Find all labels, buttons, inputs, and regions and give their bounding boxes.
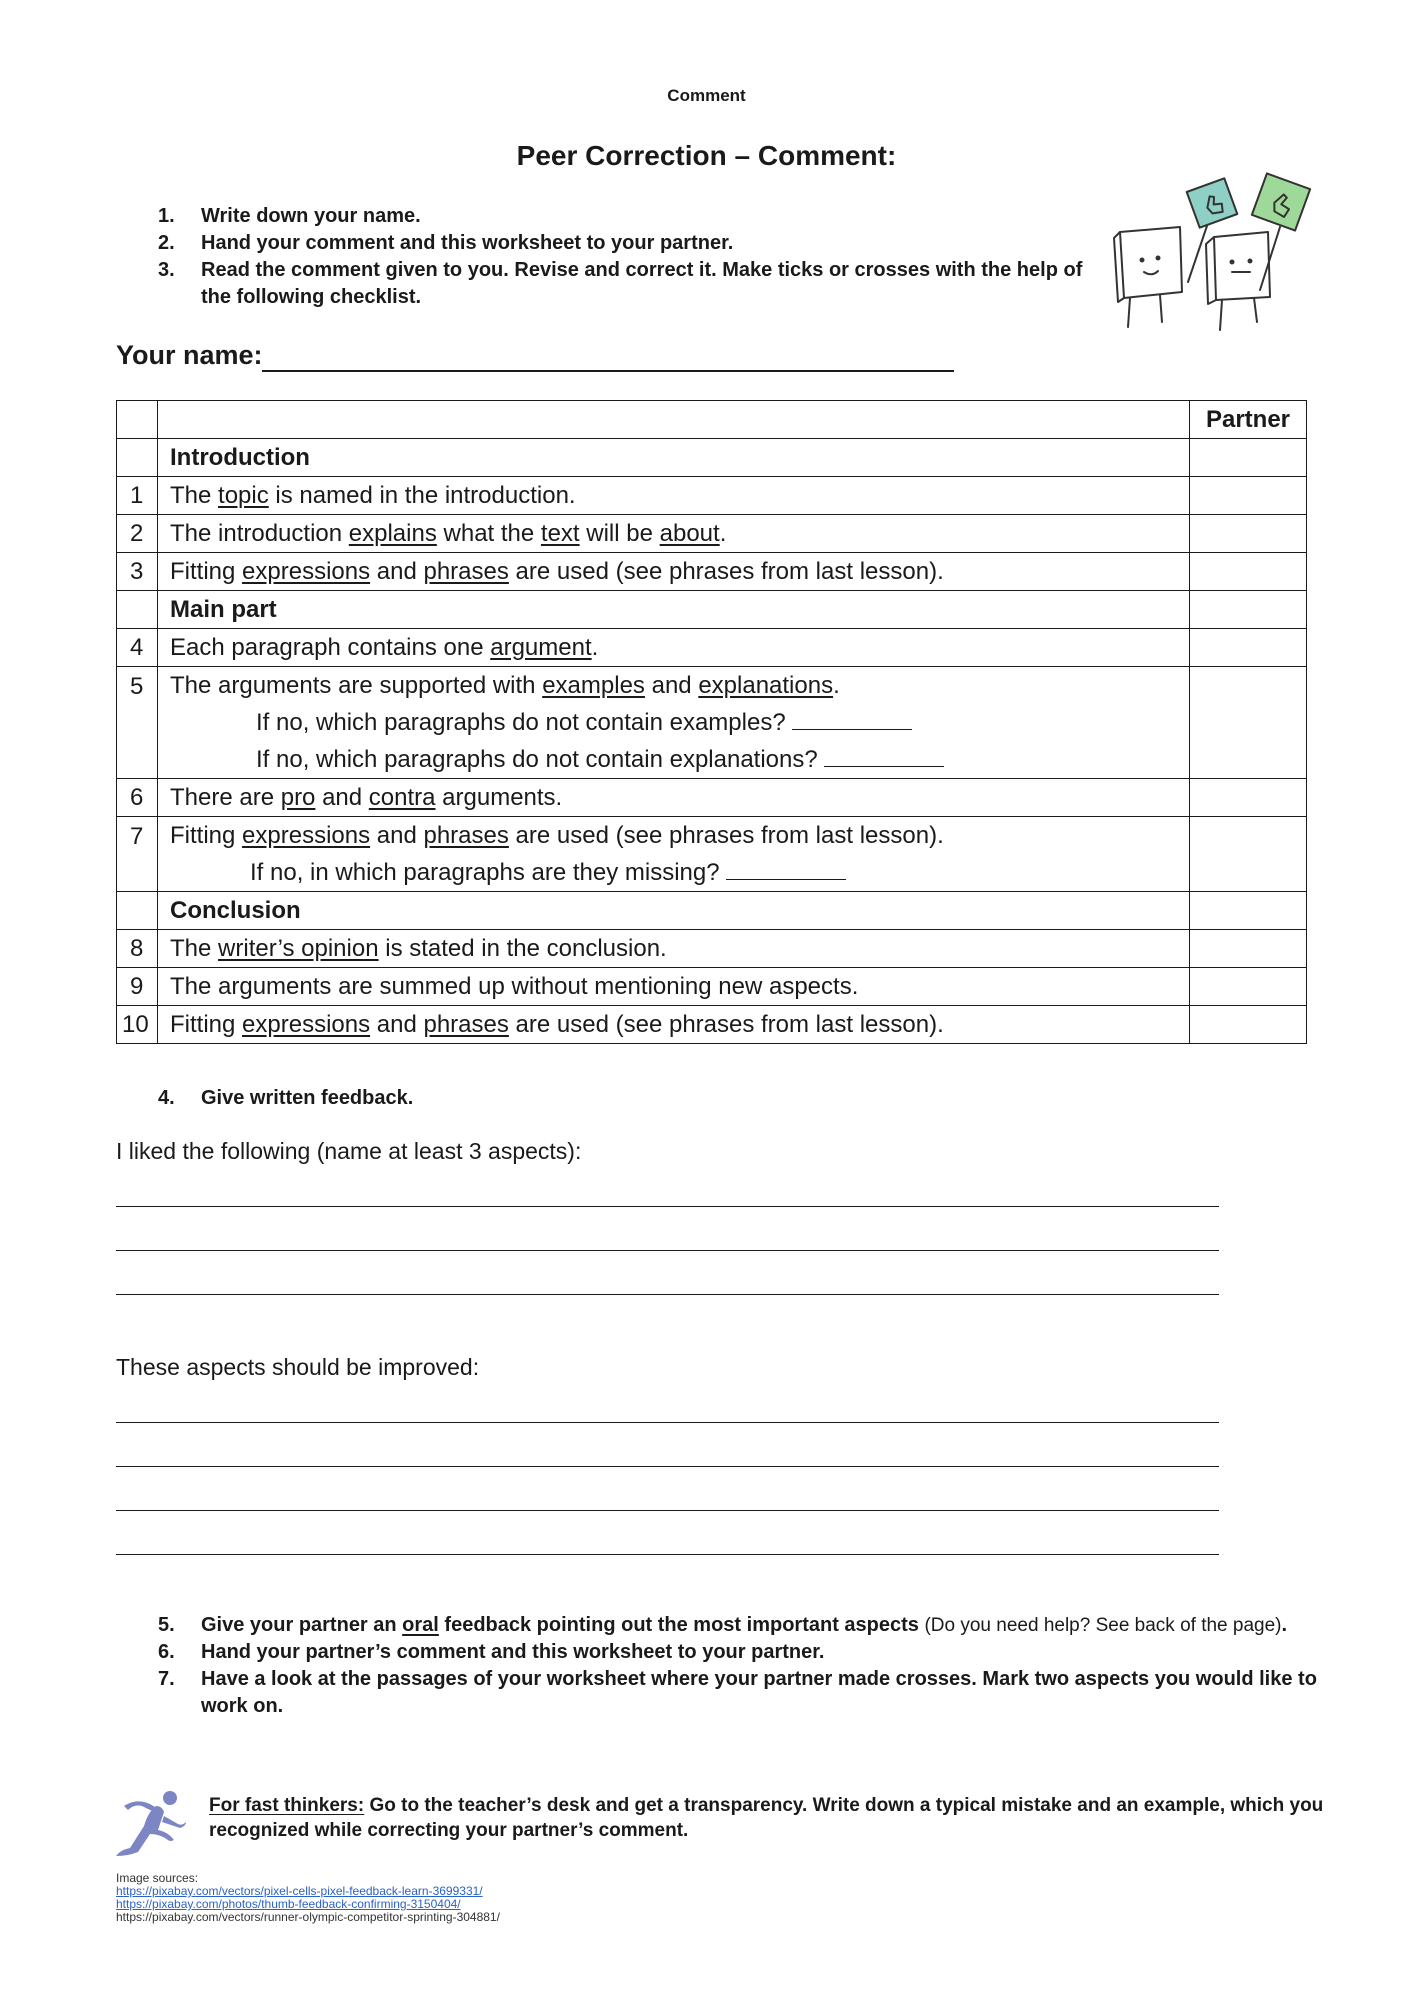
instruction-step: 5. Give your partner an oral feedback pointing out the most important aspects (Do you need help? See back of the page). — [158, 1614, 1288, 1636]
source-link[interactable]: https://pixabay.com/vectors/pixel-cells-pixel-feedback-learn-3699331/ — [116, 1884, 483, 1898]
partner-check-cell[interactable] — [1190, 779, 1307, 817]
criterion-text: There are pro and contra arguments. — [158, 779, 1190, 817]
feedback-writing-line[interactable] — [116, 1510, 1219, 1511]
liked-label: I liked the following (name at least 3 aspects): — [116, 1138, 582, 1164]
partner-check-cell[interactable] — [1190, 553, 1307, 591]
table-row: 6 There are pro and contra arguments. — [117, 779, 1307, 817]
instruction-step: 4. Give written feedback. — [158, 1087, 414, 1109]
section-main-part: Main part — [158, 591, 1190, 629]
runner-icon — [112, 1788, 194, 1860]
partner-check-cell[interactable] — [1190, 930, 1307, 968]
feedback-writing-line[interactable] — [116, 1250, 1219, 1251]
instruction-step: 1. Write down your name. — [158, 205, 421, 227]
criterion-text: Fitting expressions and phrases are used (see phrases from last lesson). — [158, 553, 1190, 591]
criterion-text: The introduction explains what the text will be about. — [158, 515, 1190, 553]
table-row: 8 The writer’s opinion is stated in the conclusion. — [117, 930, 1307, 968]
table-row: 2 The introduction explains what the text will be about. — [117, 515, 1307, 553]
criterion-text: The arguments are summed up without mentioning new aspects. — [158, 968, 1190, 1006]
criterion-text: Fitting expressions and phrases are used (see phrases from last lesson). If no, in which paragraphs are they missing? — [158, 817, 1190, 892]
table-row: 7 Fitting expressions and phrases are used (see phrases from last lesson). If no, in which paragraphs are they missing? — [117, 817, 1307, 892]
name-input-line[interactable] — [262, 370, 954, 372]
feedback-writing-line[interactable] — [116, 1466, 1219, 1467]
partner-check-cell[interactable] — [1190, 817, 1307, 892]
partner-check-cell[interactable] — [1190, 515, 1307, 553]
partner-column-header: Partner — [1190, 401, 1307, 439]
section-conclusion: Conclusion — [158, 892, 1190, 930]
feedback-writing-line[interactable] — [116, 1294, 1219, 1295]
criterion-text: The arguments are supported with examples and explanations. If no, which paragraphs do not contain examples? If no, which paragraphs do not contain explanations? — [158, 667, 1190, 779]
table-row: 3 Fitting expressions and phrases are used (see phrases from last lesson). — [117, 553, 1307, 591]
instruction-list-bottom — [158, 1612, 1358, 1720]
page-header: Comment — [667, 86, 746, 105]
feedback-cells-icon — [1110, 172, 1340, 342]
section-introduction: Introduction — [158, 439, 1190, 477]
instruction-step: 2. Hand your comment and this worksheet to your partner. — [158, 232, 734, 254]
partner-check-cell[interactable] — [1190, 591, 1307, 629]
table-row: 5 The arguments are supported with examples and explanations. If no, which paragraphs do not contain examples? If no, which paragraphs do not contain explanations? — [117, 667, 1307, 779]
instruction-list-top — [158, 203, 1098, 311]
criterion-text: The writer’s opinion is stated in the conclusion. — [158, 930, 1190, 968]
criterion-text: The topic is named in the introduction. — [158, 477, 1190, 515]
table-row: 4 Each paragraph contains one argument. — [117, 629, 1307, 667]
feedback-writing-line[interactable] — [116, 1554, 1219, 1555]
table-section-row — [117, 439, 1307, 477]
page-title: Peer Correction – Comment: — [516, 140, 897, 171]
table-row: 10 Fitting expressions and phrases are used (see phrases from last lesson). — [117, 1006, 1307, 1044]
instruction-step: 6. Hand your partner’s comment and this worksheet to your partner. — [158, 1641, 825, 1663]
feedback-writing-line[interactable] — [116, 1422, 1219, 1423]
table-section-row — [117, 591, 1307, 629]
image-sources: Image sources: https://pixabay.com/vectors/pixel-cells-pixel-feedback-learn-3699331/ https://pixabay.com/photos/thumb-feedback-confirming-3150404/ https://pixabay.com/vectors/runner-olympic-competitor-sprinting-304881/ — [116, 1871, 500, 1924]
checklist-table — [116, 400, 1307, 1044]
criterion-text: Each paragraph contains one argument. — [158, 629, 1190, 667]
partner-check-cell[interactable] — [1190, 629, 1307, 667]
instruction-list-step4 — [158, 1085, 1058, 1112]
table-section-row — [117, 892, 1307, 930]
instruction-step: 3. Read the comment given to you. Revise and correct it. Make ticks or crosses with the help of the following checklist. — [158, 259, 1083, 308]
partner-check-cell[interactable] — [1190, 1006, 1307, 1044]
instruction-step: 7. Have a look at the passages of your worksheet where your partner made crosses. Mark two aspects you would like to work on. — [158, 1668, 1317, 1717]
criterion-text: Fitting expressions and phrases are used (see phrases from last lesson). — [158, 1006, 1190, 1044]
table-header-row — [117, 401, 1307, 439]
feedback-writing-line[interactable] — [116, 1206, 1219, 1207]
improve-label: These aspects should be improved: — [116, 1354, 480, 1380]
partner-check-cell[interactable] — [1190, 439, 1307, 477]
source-text: https://pixabay.com/vectors/runner-olympic-competitor-sprinting-304881/ — [116, 1910, 500, 1924]
answer-blank[interactable] — [792, 709, 912, 730]
table-row: 1 The topic is named in the introduction. — [117, 477, 1307, 515]
source-link[interactable]: https://pixabay.com/photos/thumb-feedback-confirming-3150404/ — [116, 1897, 461, 1911]
partner-check-cell[interactable] — [1190, 477, 1307, 515]
table-row: 9 The arguments are summed up without mentioning new aspects. — [117, 968, 1307, 1006]
answer-blank[interactable] — [824, 746, 944, 767]
partner-check-cell[interactable] — [1190, 892, 1307, 930]
fast-thinkers-task: For fast thinkers: Go to the teacher’s desk and get a transparency. Write down a typical mistake and an example, which you recognized while correcting your partner’s comment. — [209, 1795, 1324, 1841]
name-label: Your name: — [116, 340, 263, 370]
partner-check-cell[interactable] — [1190, 667, 1307, 779]
partner-check-cell[interactable] — [1190, 968, 1307, 1006]
answer-blank[interactable] — [726, 859, 846, 880]
